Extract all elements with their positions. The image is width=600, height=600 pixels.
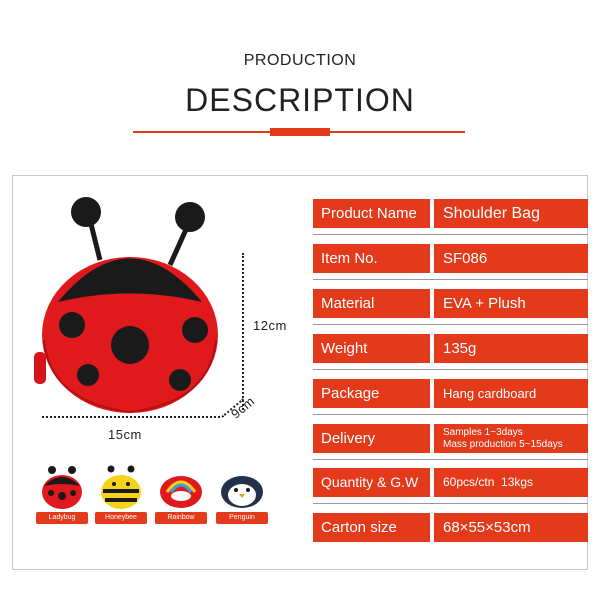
spec-row-delivery	[313, 424, 588, 453]
variant-label: Ladybug	[36, 512, 88, 524]
variant-rainbow	[155, 462, 207, 524]
spec-label: Material	[313, 289, 430, 318]
width-label: 15cm	[108, 427, 142, 442]
spec-row-carton-size	[313, 513, 588, 542]
spec-label: Item No.	[313, 244, 430, 273]
rainbow-icon	[155, 462, 207, 512]
spec-row-weight	[313, 334, 588, 363]
delivery-samples: Samples 1~3days	[443, 427, 523, 438]
row-divider	[313, 324, 588, 325]
page-title: DESCRIPTION	[185, 82, 415, 118]
header-top-label: PRODUCTION	[243, 52, 357, 69]
spec-label: Product Name	[313, 199, 430, 228]
delivery-mass-production: Mass production 5~15days	[443, 439, 563, 450]
spec-value: Hang cardboard	[434, 379, 588, 408]
penguin-icon	[216, 462, 268, 512]
spec-row-package	[313, 379, 588, 408]
ladybug-icon	[36, 462, 88, 512]
spec-value: EVA + Plush	[434, 289, 588, 318]
spec-row-item-no	[313, 244, 588, 273]
variant-label: Rainbow	[155, 512, 207, 524]
spec-value: 135g	[434, 334, 588, 363]
spec-label: Weight	[313, 334, 430, 363]
spec-row-material	[313, 289, 588, 318]
variant-ladybug	[36, 462, 88, 524]
spec-label: Delivery	[313, 424, 430, 453]
row-divider	[313, 234, 588, 235]
spec-value: 68×55×53cm	[434, 513, 588, 542]
variant-label: Penguin	[216, 512, 268, 524]
variant-honeybee	[95, 462, 147, 524]
row-divider	[313, 503, 588, 504]
spec-value: Shoulder Bag	[434, 199, 588, 228]
honeybee-icon	[95, 462, 147, 512]
row-divider	[313, 459, 588, 460]
spec-value	[434, 424, 588, 453]
spec-value: SF086	[434, 244, 588, 273]
spec-label: Package	[313, 379, 430, 408]
depth-label: 9cm	[228, 393, 258, 422]
height-label: 12cm	[253, 318, 287, 333]
title-underline-accent	[270, 128, 330, 136]
ladybug-bag-image	[30, 190, 240, 420]
spec-row-quantity-gw	[313, 468, 588, 497]
spec-row-product-name	[313, 199, 588, 228]
spec-label: Carton size	[313, 513, 430, 542]
spec-label: Quantity & G.W	[313, 468, 430, 497]
variant-penguin	[216, 462, 268, 524]
row-divider	[313, 369, 588, 370]
height-guide	[242, 253, 244, 410]
row-divider	[313, 414, 588, 415]
width-guide	[42, 416, 220, 418]
row-divider	[313, 279, 588, 280]
spec-value: 60pcs/ctn 13kgs	[434, 468, 588, 497]
variant-label: Honeybee	[95, 512, 147, 524]
